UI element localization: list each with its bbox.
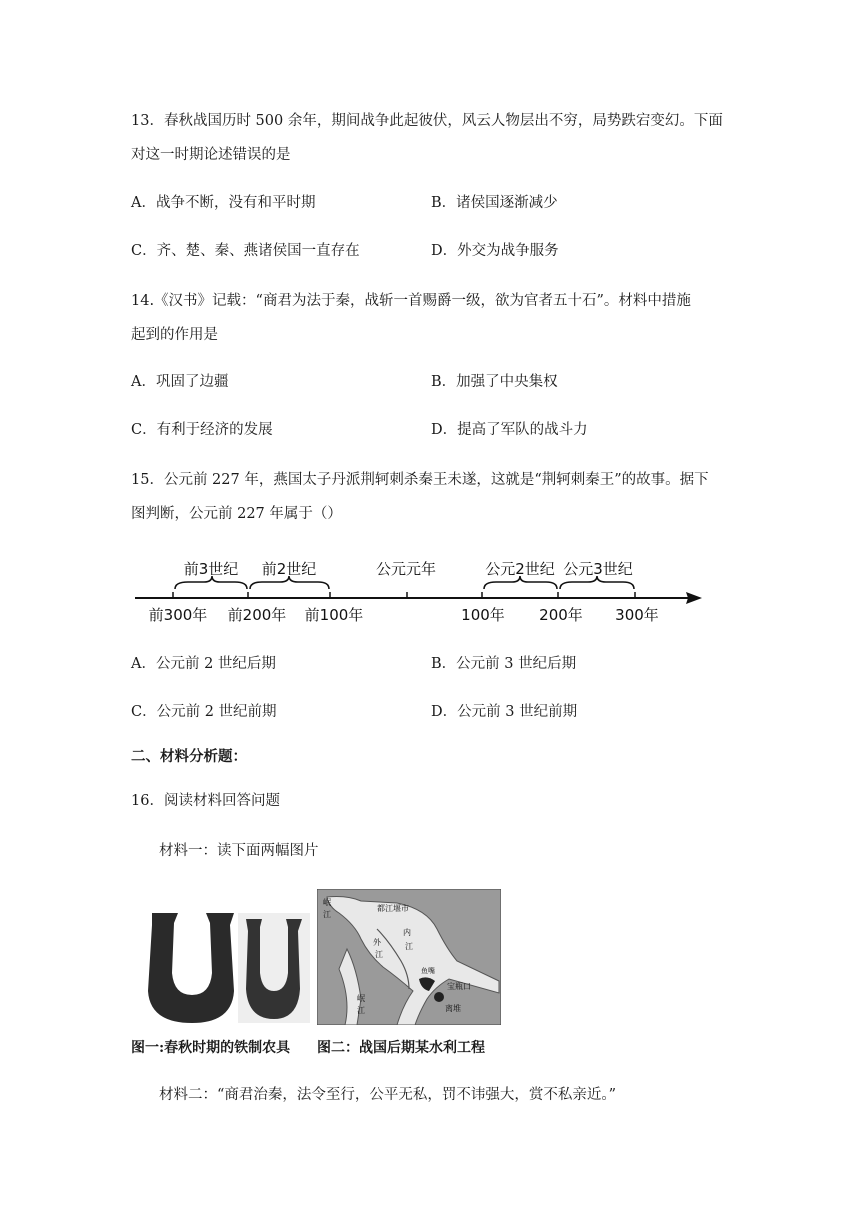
svg-text:江: 江 [405,942,413,951]
q14-option-d: D．提高了军队的战斗力 [431,422,588,438]
q13-option-a: A．战争不断，没有和平时期 [131,195,316,211]
tick-label: 300年 [615,606,659,624]
century-label: 公元元年 [375,560,437,578]
iron-tool-image [130,911,312,1025]
svg-text:外: 外 [373,938,381,947]
timeline-arrow-icon [686,592,702,604]
svg-text:岷: 岷 [357,994,365,1003]
q13-text-line2: 对这一时期论述错误的是 [131,147,291,163]
svg-text:鱼嘴: 鱼嘴 [421,967,435,975]
svg-text:都江堰市: 都江堰市 [377,904,409,913]
svg-text:江: 江 [357,1006,365,1015]
material-one-label: 材料一：读下面两幅图片 [159,843,319,859]
q13-option-b: B．诸侯国逐渐减少 [431,195,558,211]
figure-two-caption: 图二：战国后期某水利工程 [317,1040,485,1056]
q13-option-d: D．外交为战争服务 [431,243,559,259]
svg-text:江: 江 [323,910,331,919]
q14-text-line1: 14.《汉书》记载：“商君为法于秦，战斩一首赐爵一级，欲为官者五十石”。材料中措施 [131,293,691,309]
svg-text:岷: 岷 [323,898,331,907]
century-label: 前3世纪 [183,560,239,578]
century-label: 前2世纪 [261,560,317,578]
svg-text:宝瓶口: 宝瓶口 [447,982,471,991]
tick-label: 前100年 [304,606,364,624]
q14-option-b: B．加强了中央集权 [431,374,558,390]
century-label: 公元3世纪 [563,560,633,578]
q13-text-line1: 13．春秋战国历时 500 余年，期间战争此起彼伏，风云人物层出不穷，局势跌宕变幻。下面 [131,113,723,129]
figure-one-caption: 图一:春秋时期的铁制农具 [131,1040,291,1056]
waterworks-map [317,889,501,1025]
svg-text:江: 江 [375,950,383,959]
svg-text:内: 内 [403,928,411,937]
q14-option-a: A．巩固了边疆 [131,374,229,390]
tick-label: 前300年 [148,606,208,624]
tick-label: 前200年 [227,606,287,624]
q14-text-line2: 起到的作用是 [131,327,218,343]
q15-option-d: D．公元前 3 世纪前期 [431,704,578,720]
q13-option-c: C．齐、楚、秦、燕诸侯国一直存在 [131,243,360,259]
tick-label: 100年 [461,606,505,624]
q15-option-a: A．公元前 2 世纪后期 [131,656,276,672]
q14-option-c: C．有利于经济的发展 [131,422,273,438]
lidui-mark [434,992,444,1002]
century-label: 公元2世纪 [485,560,555,578]
q15-option-b: B．公元前 3 世纪后期 [431,656,577,672]
material-two-text: 材料二：“商君治秦，法令至行，公平无私，罚不讳强大，赏不私亲近。” [159,1087,617,1103]
q15-text-line2: 图判断，公元前 227 年属于（） [131,506,342,522]
section-heading: 二、材料分析题： [131,748,247,765]
q15-text-line1: 15．公元前 227 年，燕国太子丹派荆轲刺杀秦王未遂，这就是“荆轲刺秦王”的故事。据下 [131,472,709,488]
svg-text:离堆: 离堆 [445,1004,461,1013]
q15-option-c: C．公元前 2 世纪前期 [131,704,277,720]
q16-title: 16．阅读材料回答问题 [131,793,280,809]
timeline-figure [130,548,710,638]
tick-label: 200年 [539,606,583,624]
